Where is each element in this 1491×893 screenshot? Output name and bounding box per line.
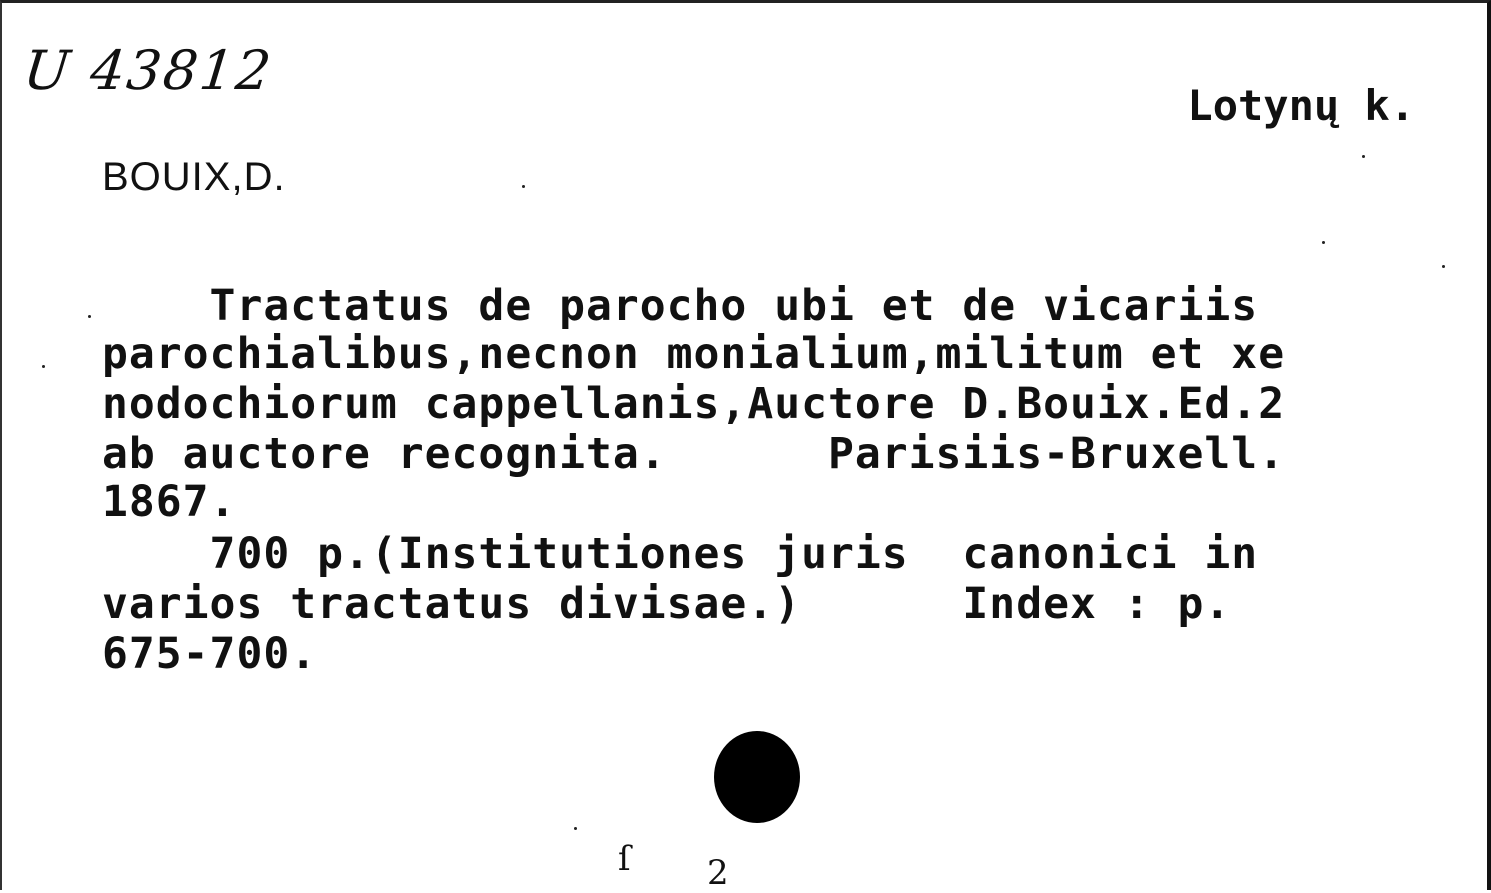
description-line: parochialibus,necnon monialium,militum et xe xyxy=(102,329,1286,379)
speck xyxy=(522,185,525,188)
speck xyxy=(1362,155,1365,158)
description-line: 675-700. xyxy=(102,629,318,679)
description-line: 700 p.(Institutiones juris canonici in xyxy=(102,529,1259,579)
bottom-mark: 2 xyxy=(707,853,729,893)
call-number: U 43812 xyxy=(20,39,276,102)
author-heading: BOUIX,D. xyxy=(102,155,286,199)
speck xyxy=(42,365,45,368)
description-line: varios tractatus divisae.) Index : p. xyxy=(102,579,1232,629)
description-line: nodochiorum cappellanis,Auctore D.Bouix.Ed.2 xyxy=(102,379,1286,429)
description-line: Tractatus de parocho ubi et de vicariis xyxy=(102,281,1259,331)
speck xyxy=(1322,241,1325,244)
speck xyxy=(1442,265,1445,268)
description-line: 1867. xyxy=(102,477,237,527)
bottom-mark: ſ xyxy=(618,839,631,879)
description-line: ab auctore recognita. Parisiis-Bruxell. xyxy=(102,429,1286,479)
speck xyxy=(88,315,91,318)
punch-hole xyxy=(714,731,800,823)
language-label: Lotynų k. xyxy=(1187,81,1415,130)
speck xyxy=(574,827,577,830)
